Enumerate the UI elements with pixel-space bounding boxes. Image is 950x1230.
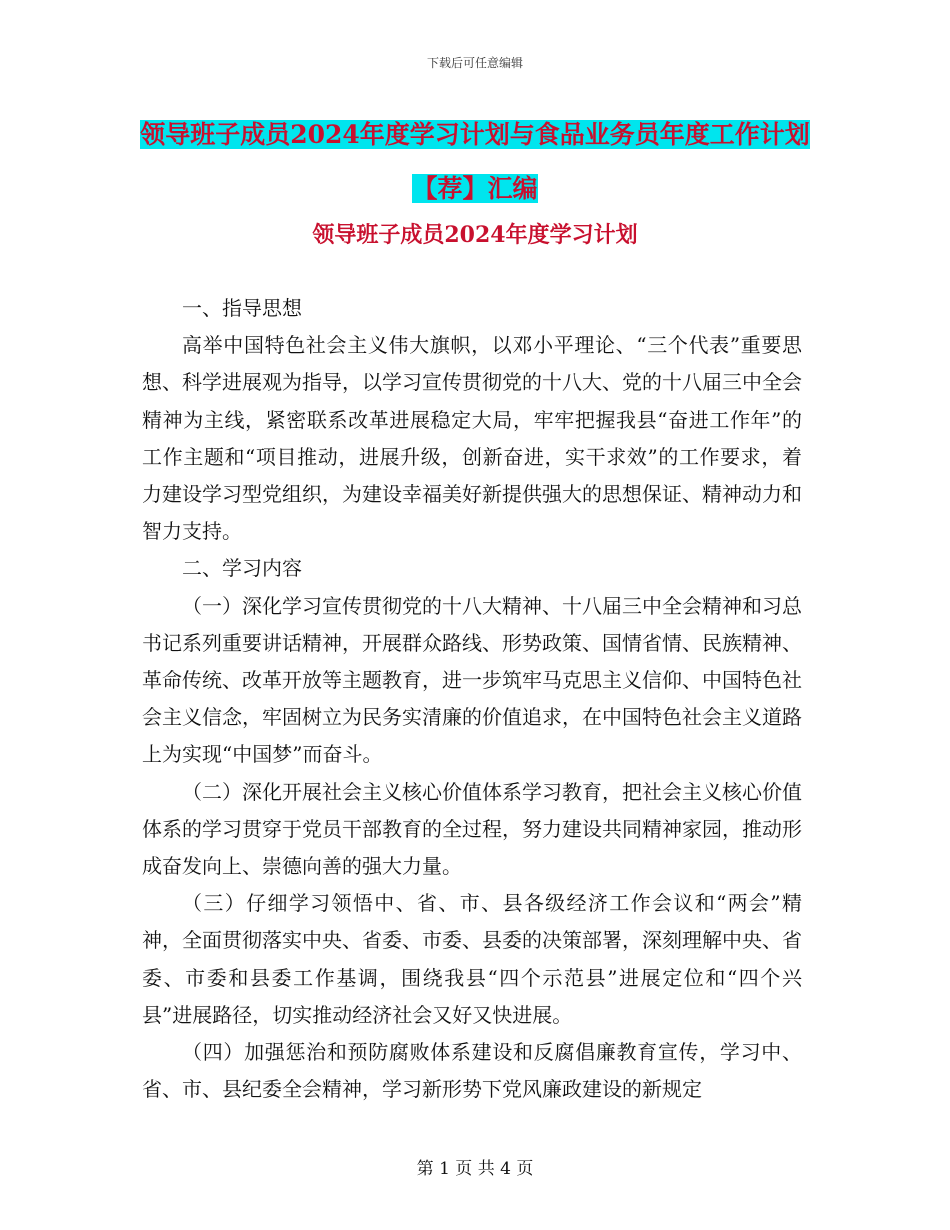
page-footer: 第 1 页 共 4 页 <box>416 1159 534 1179</box>
paragraph: （四）加强惩治和预防腐败体系建设和反腐倡廉教育宣传，学习中、省、市、县纪委全会精神，学习新形势下党风廉政建设的新规定 <box>142 1040 802 1102</box>
paragraph: （一）深化学习宣传贯彻党的十八大精神、十八届三中全会精神和习总书记系列重要讲话精神，开展群众路线、形势政策、国情省情、民族精神、革命传统、改革开放等主题教育，进一步筑牢马克思主义信仰、中国特色社会主义信念，牢固树立为民务实清廉的价值追求，在中国特色社会主义道路上为实现“中国梦”而奋斗。 <box>142 593 802 767</box>
paragraph: 高举中国特色社会主义伟大旗帜，以邓小平理论、“三个代表”重要思想、科学进展观为指导，以学习宣传贯彻党的十八大、党的十八届三中全会精神为主线，紧密联系改革进展稳定大局，牢牢把握我县“奋进工作年”的工作主题和“项目推动，进展升级，创新奋进，实干求效”的工作要求，着力建设学习型党组织，为建设幸福美好新提供强大的思想保证、精神动力和智力支持。 <box>142 333 802 544</box>
heading-guiding-thought: 一、指导思想 <box>182 296 302 320</box>
paragraph: （三）仔细学习领悟中、省、市、县各级经济工作会议和“两会”精神，全面贯彻落实中央、省委、市委、县委的决策部署，深刻理解中央、省委、市委和县委工作基调，围绕我县“四个示范县”进展定位和“四个兴县”进展路径，切实推动经济社会又好又快进展。 <box>142 891 802 1027</box>
section-title: 领导班子成员2024年度学习计划 <box>312 222 638 248</box>
paragraph: （二）深化开展社会主义核心价值体系学习教育，把社会主义核心价值体系的学习贯穿于党员干部教育的全过程，努力建设共同精神家园，推动形成奋发向上、崇德向善的强大力量。 <box>142 779 802 879</box>
header-note: 下载后可任意编辑 <box>426 56 523 70</box>
heading-study-content: 二、学习内容 <box>182 556 302 581</box>
document-title <box>140 108 810 216</box>
document-title-text: 领导班子成员2024年度学习计划与食品业务员年度工作计划【荐】汇编 <box>140 120 810 203</box>
document-body <box>142 290 802 1108</box>
